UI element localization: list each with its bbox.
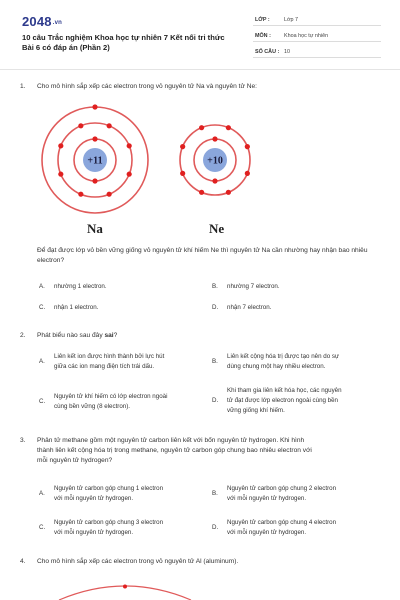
question-text: Cho mô hình sắp xếp các electron trong vỏ nguyên tử Na và nguyên tử Ne:: [37, 83, 257, 90]
option-text-line: với mỗi nguyên tử hydrogen.: [54, 529, 134, 536]
meta-key: LỚP :: [255, 17, 270, 23]
question-number: 1.: [20, 83, 26, 90]
option-text-line: Nguyên tử carbon góp chung 3 electron: [54, 519, 164, 526]
option-letter: C.: [39, 398, 46, 405]
option-text-line: Nguyên tử carbon góp chung 2 electron: [227, 485, 337, 492]
electron: [92, 104, 97, 109]
question-number: 2.: [20, 332, 26, 339]
option-letter: A.: [39, 358, 45, 365]
option-3d[interactable]: [212, 518, 387, 540]
option-letter: D.: [212, 304, 219, 311]
logo-suffix: .vn: [52, 19, 63, 26]
electron: [92, 136, 97, 141]
question-number: 3.: [20, 437, 26, 444]
electron: [180, 171, 185, 176]
neon-atom-diagram: [176, 121, 254, 199]
atom-label-ne: Ne: [209, 221, 225, 236]
option-text-line: dùng chung một hay nhiều electron.: [227, 363, 326, 370]
meta-value: Lớp 7: [284, 17, 299, 23]
meta-value: 10: [284, 49, 290, 55]
electron: [180, 144, 185, 149]
option-text: nhường 1 electron.: [54, 283, 107, 290]
question-text: Cho mô hình sắp xếp các electron trong vỏ nguyên tử Al (aluminum).: [37, 558, 239, 565]
option-text-line: với mỗi nguyên tử hydrogen.: [227, 495, 307, 502]
question-1-followup: Để đạt được lớp vỏ bền vững giống vỏ nguyên tử khí hiếm Ne thì nguyên tử Na cần nhường hay nhận bao nhiêu electron?: [37, 247, 368, 264]
meta-key: MÔN :: [255, 33, 271, 39]
electron: [226, 125, 231, 130]
option-3a[interactable]: [39, 484, 214, 506]
question-3: [0, 436, 400, 468]
question-text-line: Phân tử methane gồm một nguyên tử carbon liên kết với bốn nguyên tử hydrogen. Khi hình: [37, 437, 305, 444]
atom-label-na: Na: [87, 221, 103, 236]
option-text-line: Liên kết ion được hình thành bởi lực hút: [54, 353, 165, 360]
question-text-part: ?: [113, 332, 118, 339]
electron: [58, 172, 63, 177]
electron: [199, 190, 204, 195]
option-text-line: với mỗi nguyên tử hydrogen.: [54, 495, 134, 502]
logo-text: 2048: [22, 14, 52, 29]
option-text-line: Nguyên tử khí hiếm có lớp electron ngoài: [54, 393, 168, 400]
question-text-part: Phát biểu nào sau đây: [37, 332, 105, 339]
option-letter: D.: [212, 524, 219, 531]
electron: [78, 192, 83, 197]
question-text-line: thành liên kết cộng hóa trị trong methane, nguyên tử carbon góp chung bao nhiêu electron với: [37, 447, 312, 454]
electron: [123, 585, 127, 589]
nucleus-charge: +10: [207, 155, 223, 167]
question-2: [0, 331, 400, 343]
meta-subject: [253, 30, 381, 42]
option-text-line: giữa các ion mang điện tích trái dấu.: [54, 363, 155, 370]
meta-grade: [253, 14, 381, 26]
nucleus-charge: +11: [87, 155, 103, 167]
electron: [107, 123, 112, 128]
sodium-atom-diagram: [38, 103, 152, 217]
option-letter: A.: [39, 490, 45, 497]
question-4: [0, 557, 400, 569]
option-text-line: Nguyên tử carbon góp chung 1 electron: [54, 485, 164, 492]
option-text: nhận 1 electron.: [54, 304, 99, 311]
option-letter: B.: [212, 358, 218, 365]
electron: [127, 172, 132, 177]
option-letter: C.: [39, 304, 46, 311]
option-letter: B.: [212, 490, 218, 497]
option-3c[interactable]: [39, 518, 214, 540]
question-text-line: mỗi nguyên tử hydrogen?: [37, 457, 113, 464]
electron: [58, 143, 63, 148]
electron: [226, 190, 231, 195]
electron: [212, 136, 217, 141]
document-title: 10 câu Trắc nghiệm Khoa học tự nhiên 7 Kết nối tri thức Bài 6 có đáp án (Phần 2): [22, 33, 225, 52]
option-text-line: tử đạt được lớp electron ngoài cùng bền: [227, 397, 338, 404]
meta-key: SỐ CÂU :: [255, 49, 280, 55]
option-2d[interactable]: [212, 386, 387, 418]
site-logo[interactable]: [22, 14, 62, 29]
question-number: 4.: [20, 558, 26, 565]
question-1: [0, 82, 400, 94]
aluminum-atom-diagram-partial: [55, 578, 195, 600]
electron: [78, 123, 83, 128]
option-letter: C.: [39, 524, 46, 531]
meta-question-count: [253, 46, 381, 58]
option-text-line: với mỗi nguyên tử hydrogen.: [227, 529, 307, 536]
option-text-line: cùng bền vững (8 electron).: [54, 403, 131, 410]
option-text: nhận 7 electron.: [227, 304, 272, 311]
electron: [92, 178, 97, 183]
page-header: [0, 0, 400, 70]
question-text-emphasis: sai: [104, 332, 114, 339]
option-text-line: vững giống khí hiếm.: [227, 407, 285, 414]
electron: [245, 144, 250, 149]
option-letter: A.: [39, 283, 45, 290]
electron: [127, 143, 132, 148]
option-2c[interactable]: [39, 392, 214, 414]
meta-value: Khoa học tự nhiên: [284, 33, 329, 39]
option-text-line: Khi tham gia liên kết hóa học, các nguyên: [227, 387, 342, 394]
question-text: [37, 331, 377, 341]
option-text-line: Nguyên tử carbon góp chung 4 electron: [227, 519, 337, 526]
electron: [212, 178, 217, 183]
option-2b[interactable]: [212, 352, 387, 374]
option-3b[interactable]: [212, 484, 387, 506]
option-text-line: Liên kết cộng hóa trị được tạo nên do sự: [227, 353, 340, 360]
electron: [107, 192, 112, 197]
electron: [199, 125, 204, 130]
option-letter: D.: [212, 397, 219, 404]
option-text: nhường 7 electron.: [227, 283, 280, 290]
option-2a[interactable]: [39, 352, 214, 374]
electron: [245, 171, 250, 176]
option-letter: B.: [212, 283, 218, 290]
